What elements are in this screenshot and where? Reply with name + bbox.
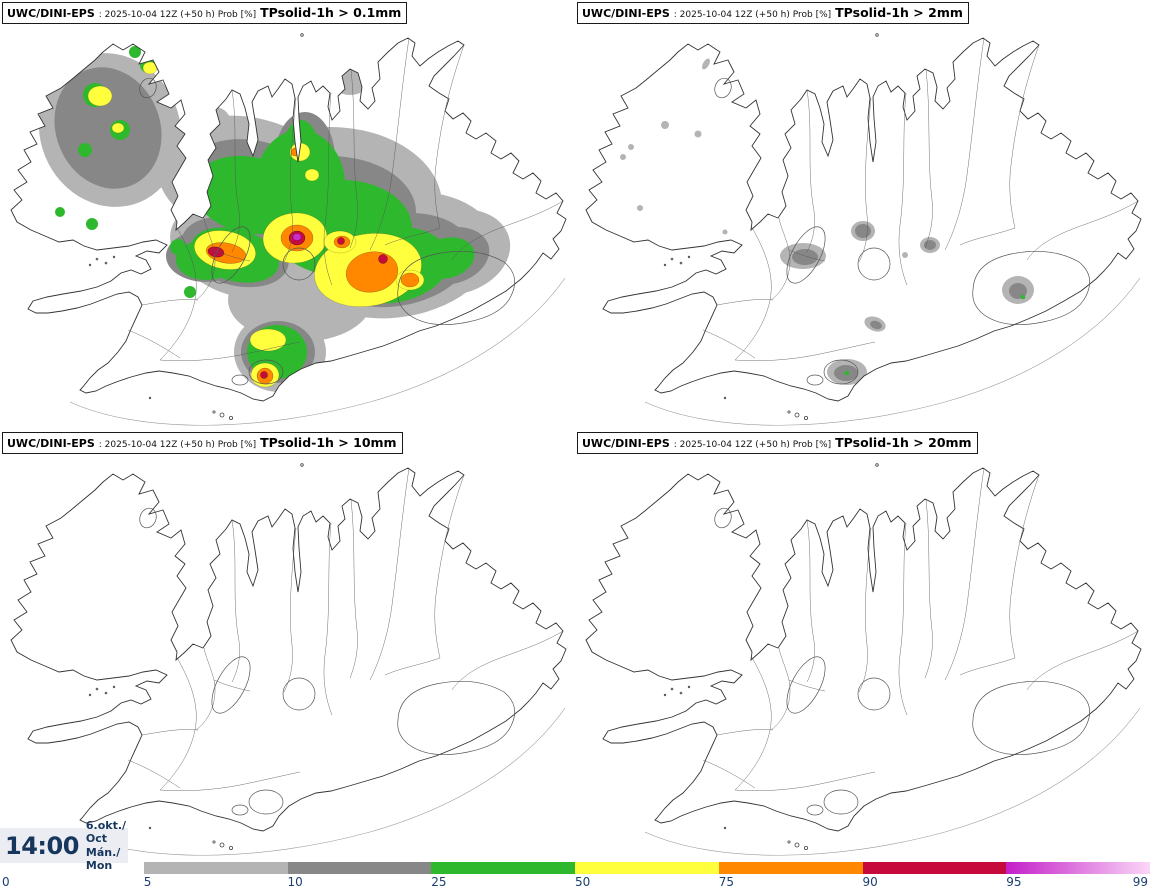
panel-title-2mm [577,2,969,24]
colorbar-tick-label: 0 [2,875,10,889]
iceland-map-0.1mm [0,0,575,430]
colorbar-tick-label: 10 [287,875,303,889]
iceland-map-10mm [0,430,575,860]
run-info: : 2025-10-04 12Z (+50 h) Prob [%] [673,440,832,450]
colorbar-segment [431,862,575,874]
iceland-map-2mm [575,0,1150,430]
param-label: TPsolid-1h > 20mm [835,435,972,450]
colorbar-tick-label: 5 [143,875,152,889]
param-label: TPsolid-1h > 10mm [260,435,397,450]
colorbar-segment [144,862,288,874]
panel-tpsolid-2mm [575,0,1150,430]
colorbar-segment [1006,862,1150,874]
valid-time: 14:00 [5,831,79,860]
colorbar-segment [863,862,1007,874]
panel-tpsolid-10mm [0,430,575,860]
param-label: TPsolid-1h > 0.1mm [260,5,402,20]
colorbar-segment [575,862,719,874]
valid-date-line2: Mán./ Mon [85,845,121,872]
model-name: UWC/DINI-EPS [7,437,95,450]
colorbar-segment [719,862,863,874]
colorbar-bar [0,862,1150,874]
colorbar-tick-label: 50 [575,875,591,889]
param-label: TPsolid-1h > 2mm [835,5,963,20]
run-info: : 2025-10-04 12Z (+50 h) Prob [%] [98,440,257,450]
colorbar-tick-label: 99 [1132,875,1148,889]
iceland-map-20mm [575,430,1150,860]
valid-date-line1: 6.okt./ Oct [85,819,127,846]
panel-title-0.1mm [2,2,407,24]
panel-title-20mm [577,432,978,454]
model-name: UWC/DINI-EPS [582,437,670,450]
model-name: UWC/DINI-EPS [7,7,95,20]
panel-tpsolid-0.1mm [0,0,575,430]
run-info: : 2025-10-04 12Z (+50 h) Prob [%] [98,10,257,20]
colorbar-ticks [0,875,1150,891]
model-name: UWC/DINI-EPS [582,7,670,20]
colorbar-tick-label: 75 [718,875,735,889]
run-info: : 2025-10-04 12Z (+50 h) Prob [%] [673,10,832,20]
valid-time-box [0,819,128,872]
colorbar-tick-label: 95 [1006,875,1022,889]
panel-tpsolid-20mm [575,430,1150,860]
colorbar-tick-label: 25 [431,875,447,889]
panel-title-10mm [2,432,403,454]
colorbar-tick-label: 90 [862,875,878,889]
colorbar-segment [288,862,432,874]
valid-date [86,819,128,872]
